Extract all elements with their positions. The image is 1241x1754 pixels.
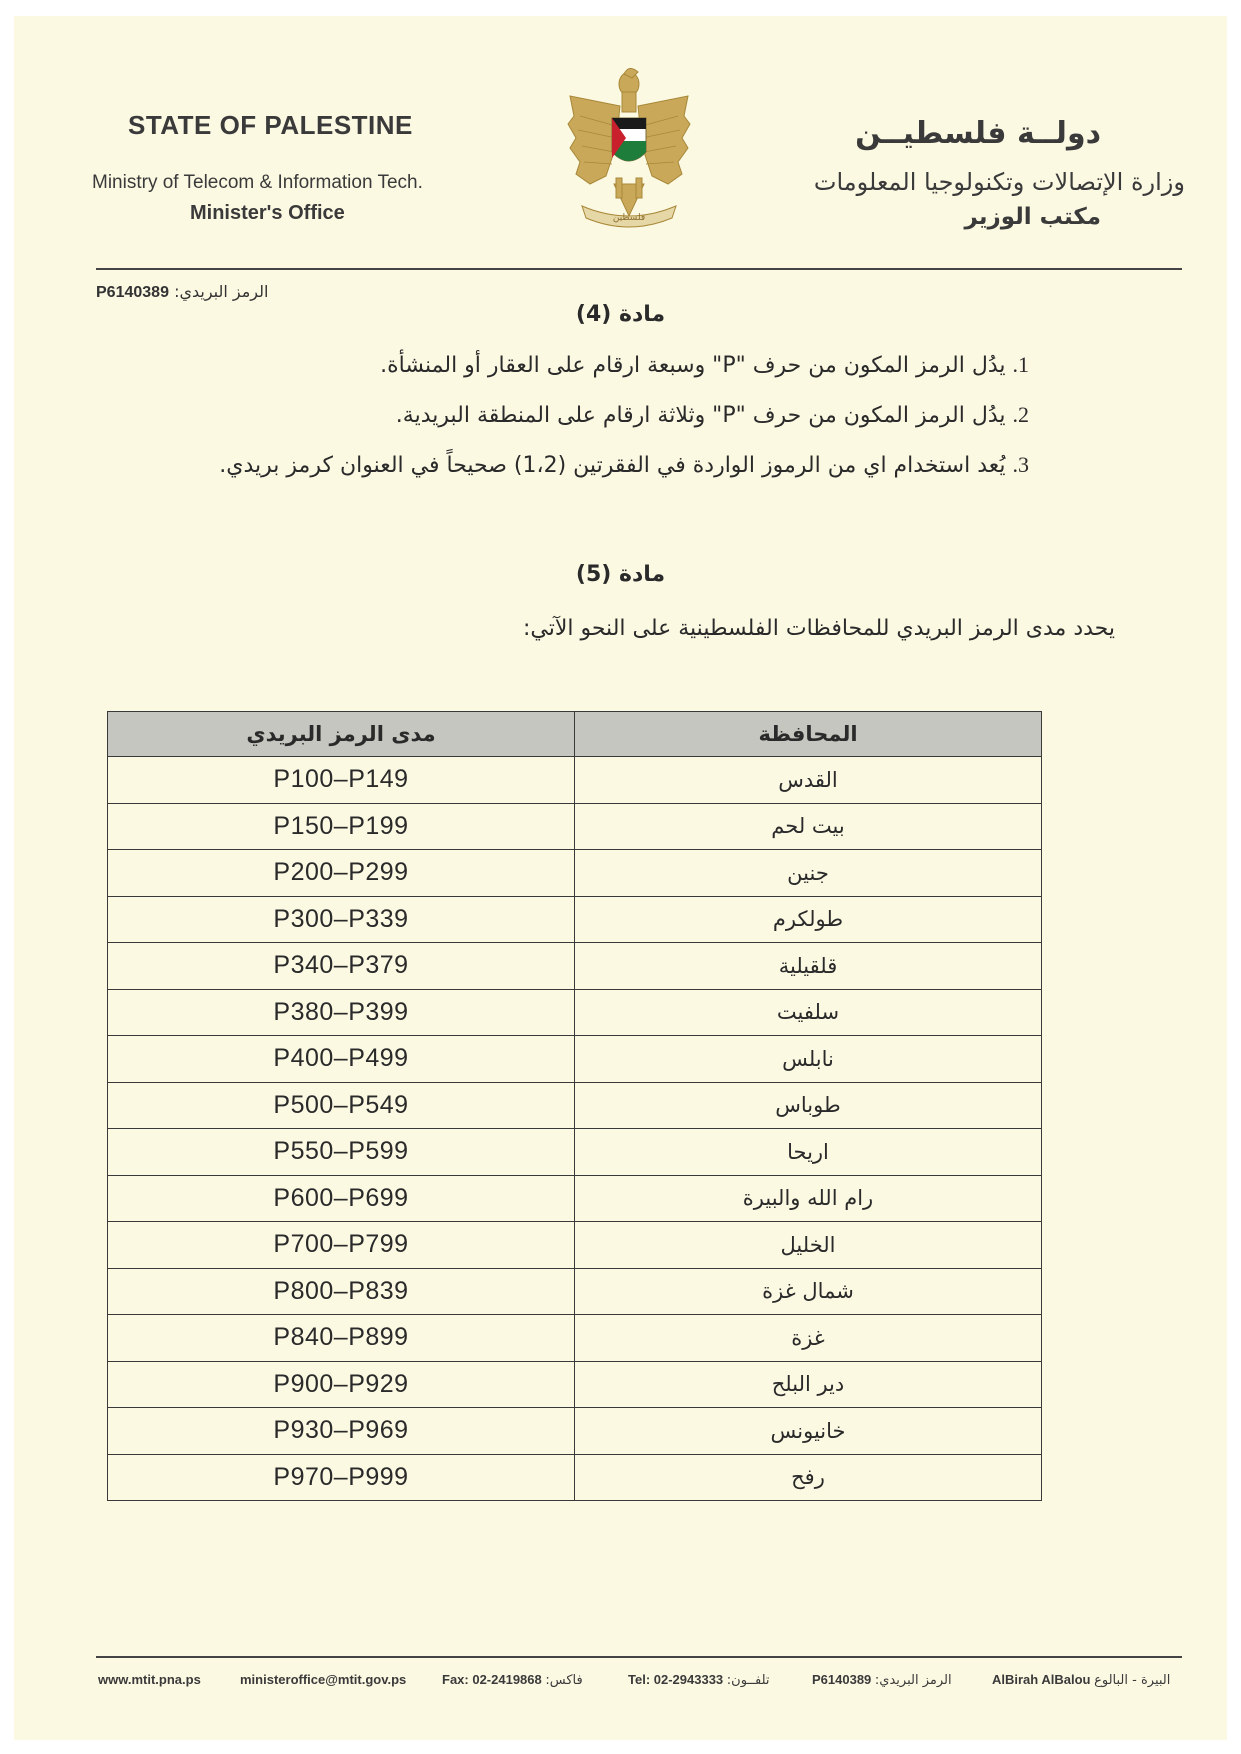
postal-range-cell: P700–P799: [108, 1222, 575, 1269]
emblem-banner-text: فلسطين: [612, 213, 646, 223]
governorate-cell: نابلس: [575, 1036, 1042, 1083]
ministry-name-en: Ministry of Telecom & Information Tech.: [92, 172, 423, 193]
governorate-cell: دير البلح: [575, 1361, 1042, 1408]
table-row: [108, 1175, 1042, 1222]
footer-address: [992, 1672, 1170, 1688]
footer-website: www.mtit.pna.ps: [98, 1672, 201, 1687]
table-row: [108, 850, 1042, 897]
postal-range-cell: P500–P549: [108, 1082, 575, 1129]
clause-number: 1.: [1012, 352, 1029, 377]
postal-range-cell: P800–P839: [108, 1268, 575, 1315]
footer-email: ministeroffice@mtit.gov.ps: [240, 1672, 407, 1687]
header-governorate: المحافظة: [575, 712, 1042, 757]
governorate-cell: رام الله والبيرة: [575, 1175, 1042, 1222]
table-row: [108, 1315, 1042, 1362]
table-row: [108, 989, 1042, 1036]
footer-fax: [442, 1672, 583, 1688]
postal-code-header: [96, 282, 268, 302]
governorate-cell: جنين: [575, 850, 1042, 897]
governorate-cell: الخليل: [575, 1222, 1042, 1269]
table-row: [108, 1082, 1042, 1129]
postal-range-cell: P300–P339: [108, 896, 575, 943]
postal-range-cell: P970–P999: [108, 1454, 575, 1501]
postal-range-cell: P380–P399: [108, 989, 575, 1036]
header-divider: [96, 268, 1182, 270]
governorate-cell: طولكرم: [575, 896, 1042, 943]
clause-number: 2.: [1012, 402, 1029, 427]
footer-tel: [628, 1672, 770, 1688]
governorate-cell: غزة: [575, 1315, 1042, 1362]
postal-range-cell: P340–P379: [108, 943, 575, 990]
clause-text: يدُل الرمز المكون من حرف "P" وسبعة ارقام على العقار أو المنشأة.: [380, 353, 1006, 378]
governorate-cell: قلقيلية: [575, 943, 1042, 990]
article-4-clause-1: [380, 352, 1029, 378]
postal-code-value: P6140389: [96, 284, 169, 301]
postal-range-cell: P100–P149: [108, 757, 575, 804]
governorate-cell: سلفيت: [575, 989, 1042, 1036]
governorate-cell: طوباس: [575, 1082, 1042, 1129]
table-row: [108, 757, 1042, 804]
table-row: [108, 943, 1042, 990]
article-4-clause-2: [396, 402, 1029, 428]
governorate-cell: خانيونس: [575, 1408, 1042, 1455]
postal-range-cell: P840–P899: [108, 1315, 575, 1362]
article-5-intro: يحدد مدى الرمز البريدي للمحافظات الفلسطينية على النحو الآتي:: [522, 616, 1115, 641]
postal-range-cell: P550–P599: [108, 1129, 575, 1176]
footer-fax-en: Fax: 02-2419868: [442, 1672, 542, 1687]
table-header-row: [108, 712, 1042, 757]
footer-fax-ar: فاكس:: [545, 1673, 583, 1688]
footer-address-en: AlBirah AlBalou: [992, 1672, 1091, 1687]
table-row: [108, 1454, 1042, 1501]
governorate-cell: القدس: [575, 757, 1042, 804]
footer-postal-value: P6140389: [812, 1672, 872, 1687]
footer-address-ar: البيرة - البالوع: [1094, 1673, 1171, 1688]
footer-divider: [96, 1656, 1182, 1658]
table-row: [108, 1222, 1042, 1269]
governorate-cell: اريحا: [575, 1129, 1042, 1176]
table-row: [108, 1036, 1042, 1083]
table-row: [108, 896, 1042, 943]
footer-tel-en: Tel: 02-2943333: [628, 1672, 724, 1687]
postal-range-cell: P150–P199: [108, 803, 575, 850]
ministry-name-ar: وزارة الإتصالات وتكنولوجيا المعلومات: [813, 168, 1185, 196]
table-row: [108, 803, 1042, 850]
postal-code-table: [107, 711, 1042, 1501]
palestine-eagle-emblem: [566, 66, 692, 238]
postal-range-cell: P930–P969: [108, 1408, 575, 1455]
footer-postal-ar: الرمز البريدي:: [874, 1673, 952, 1688]
clause-text: يُعد استخدام اي من الرموز الواردة في الفقرتين (1،2) صحيحاً في العنوان كرمز بريدي.: [219, 453, 1006, 478]
postal-range-cell: P400–P499: [108, 1036, 575, 1083]
governorate-cell: بيت لحم: [575, 803, 1042, 850]
postal-range-cell: P900–P929: [108, 1361, 575, 1408]
table-row: [108, 1129, 1042, 1176]
table-row: [108, 1268, 1042, 1315]
state-title-en: STATE OF PALESTINE: [128, 110, 413, 140]
article-4-heading: مادة (4): [575, 302, 666, 327]
office-name-ar: مكتب الوزير: [964, 204, 1101, 230]
governorate-cell: شمال غزة: [575, 1268, 1042, 1315]
table-row: [108, 1408, 1042, 1455]
postal-range-cell: P600–P699: [108, 1175, 575, 1222]
office-name-en: Minister's Office: [190, 202, 345, 224]
clause-text: يدُل الرمز المكون من حرف "P" وثلاثة ارقام على المنطقة البريدية.: [395, 403, 1006, 428]
governorate-cell: رفح: [575, 1454, 1042, 1501]
footer-postal: [812, 1672, 952, 1688]
header-postal-range: مدى الرمز البريدي: [108, 712, 575, 757]
postal-code-label: الرمز البريدي:: [174, 282, 269, 301]
footer-tel-ar: تلفــون:: [726, 1673, 770, 1688]
article-4-clause-3: [219, 452, 1029, 478]
table-row: [108, 1361, 1042, 1408]
state-title-ar: دولــة فلسطيــن: [855, 116, 1101, 151]
clause-number: 3.: [1012, 452, 1029, 477]
postal-range-cell: P200–P299: [108, 850, 575, 897]
article-5-heading: مادة (5): [575, 562, 666, 587]
